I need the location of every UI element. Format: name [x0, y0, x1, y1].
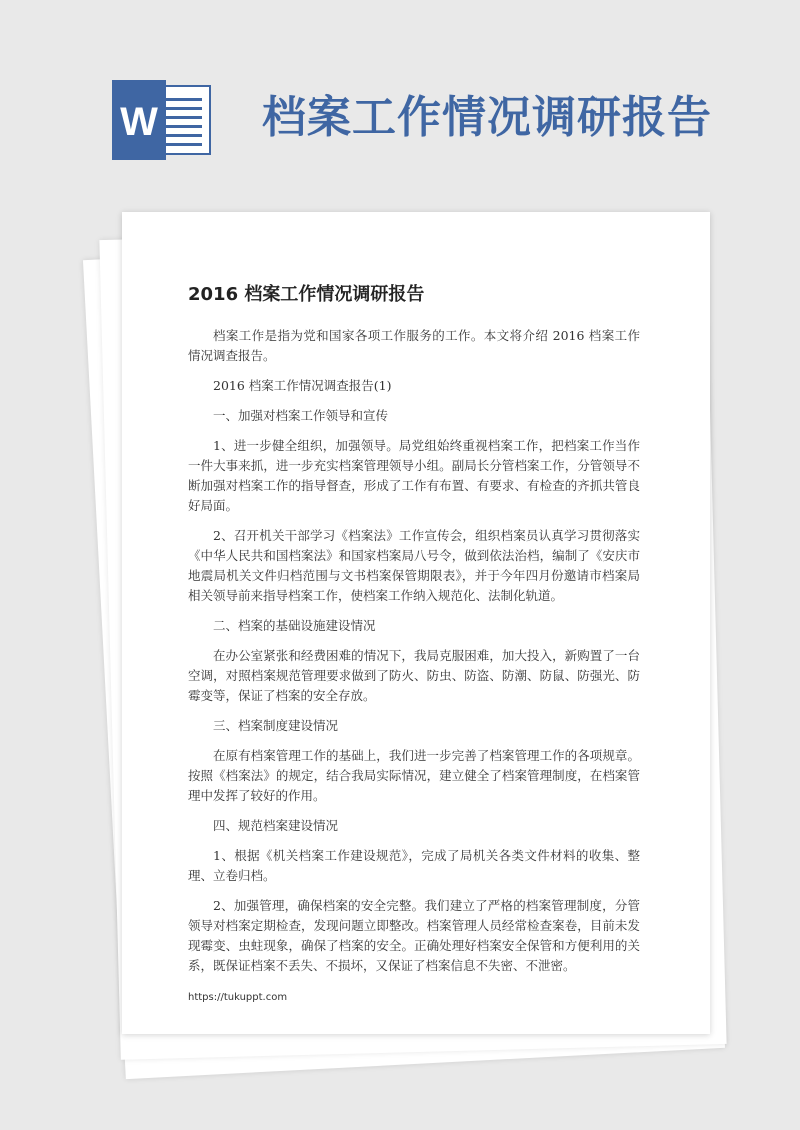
section-heading-4: 四、规范档案建设情况	[213, 818, 339, 833]
section-2-paragraph: 在办公室紧张和经费困难的情况下，我局克服困难，加大投入，新购置了一台空调，对照档案规范管理要求做到了防火、防虫、防盗、防潮、防鼠、防强光、防霉变等，保证了档案的安全存放。	[188, 648, 640, 703]
word-document-icon	[112, 80, 212, 160]
header	[0, 0, 800, 200]
word-icon-letter: W	[120, 100, 158, 144]
section-4-paragraph-1: 1、根据《机关档案工作建设规范》，完成了局机关各类文件材料的收集、整理、立卷归档。	[188, 848, 640, 883]
section-heading-3: 三、档案制度建设情况	[213, 718, 339, 733]
footer-url: https://tukuppt.com	[188, 992, 288, 1003]
section-heading-2: 二、档案的基础设施建设情况	[213, 618, 376, 633]
document-body	[188, 282, 640, 986]
intro-paragraph: 档案工作是指为党和国家各项工作服务的工作。本文将介绍 2016 档案工作情况调查报告。	[188, 328, 640, 363]
page-title: 档案工作情况调研报告	[262, 92, 712, 143]
section-1-paragraph-2: 2、召开机关干部学习《档案法》工作宣传会，组织档案员认真学习贯彻落实《中华人民共和国档案法》和国家档案局八号令，做到依法治档，编制了《安庆市地震局机关文件归档范围与文书档案保管期限表》，并于今年四月份邀请市档案局相关领导前来指导档案工作，使档案工作纳入规范化、法制化轨道。	[188, 528, 640, 603]
report-subtitle: 2016 档案工作情况调查报告(1)	[213, 378, 392, 393]
section-heading-1: 一、加强对档案工作领导和宣传	[213, 408, 389, 423]
section-1-paragraph-1: 1、进一步健全组织，加强领导。局党组始终重视档案工作，把档案工作当作一件大事来抓，进一步充实档案管理领导小组。副局长分管档案工作，分管领导不断加强对档案工作的指导督查，形成了工作有布置、有要求、有检查的齐抓共管良好局面。	[188, 438, 640, 513]
document-title: 2016 档案工作情况调研报告	[188, 284, 425, 305]
section-3-paragraph: 在原有档案管理工作的基础上，我们进一步完善了档案管理工作的各项规章。按照《档案法》的规定，结合我局实际情况，建立健全了档案管理制度，在档案管理中发挥了较好的作用。	[188, 748, 640, 803]
section-4-paragraph-2: 2、加强管理，确保档案的安全完整。我们建立了严格的档案管理制度，分管领导对档案定期检查，发现问题立即整改。档案管理人员经常检查案卷，目前未发现霉变、虫蛀现象，确保了档案的安全。正确处理好档案安全保管和方便利用的关系，既保证档案不丢失、不损坏，又保证了档案信息不失密、不泄密。	[188, 898, 640, 973]
